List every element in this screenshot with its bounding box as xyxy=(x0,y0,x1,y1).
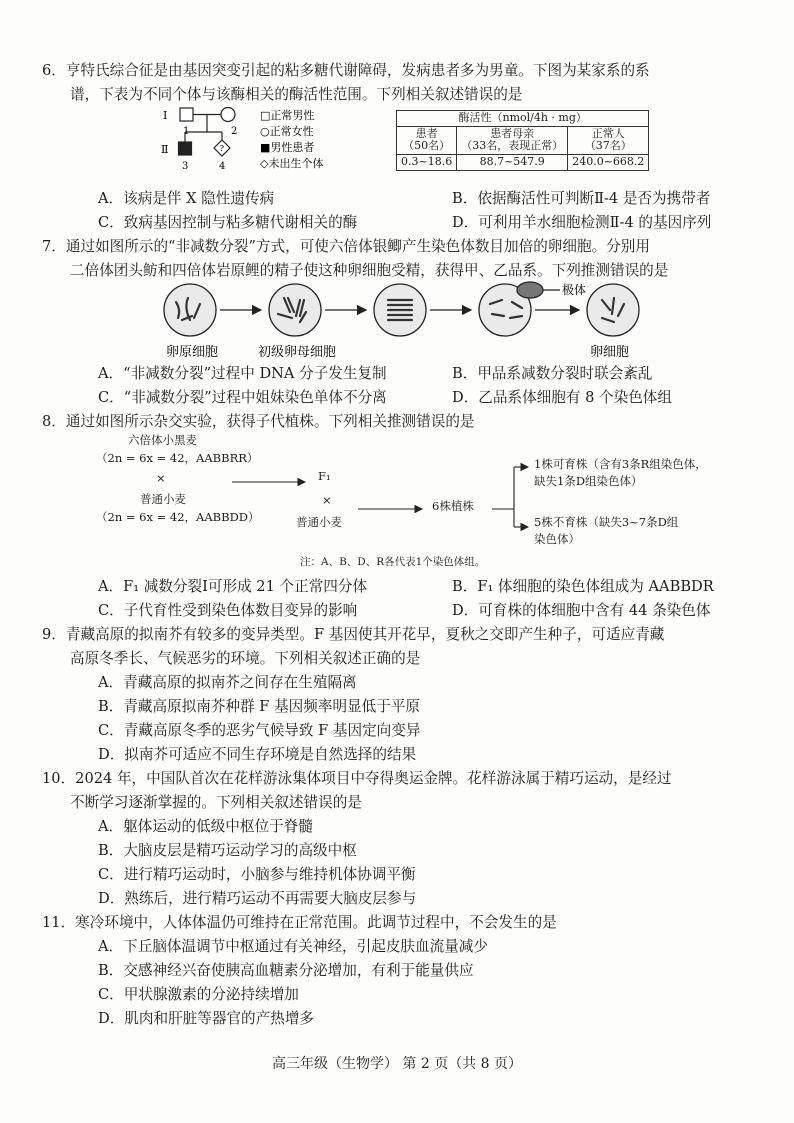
q10-option-d[interactable]: D．熟练后，进行精巧运动不再需要大脑皮层参与 xyxy=(98,890,417,907)
pedigree-num-4: 4 xyxy=(219,161,226,172)
page-footer: 高三年级（生物学） 第 2 页（共 8 页） xyxy=(271,1056,523,1072)
fertile-result-line2: 缺失1条D组染色体） xyxy=(534,474,643,488)
q8-option-a[interactable]: A．F₁ 减数分裂Ⅰ可形成 21 个正常四分体 xyxy=(98,578,368,595)
q10-stem-line2: 不断学习逐渐掌握的。下列相关叙述错误的是 xyxy=(70,794,362,811)
label-primary-oocyte: 初级卵母细胞 xyxy=(258,345,337,360)
table-cell-normal: 240.0~668.2 xyxy=(568,154,649,170)
q7-stem-line1: 7．通过如图所示的“非减数分裂”方式，可使六倍体银鲫产生染色体数目加倍的卵细胞。分别用 xyxy=(42,238,650,255)
q7-option-b[interactable]: B．甲品系减数分裂时联会紊乱 xyxy=(452,365,653,382)
q10-option-b[interactable]: B．大脑皮层是精巧运动学习的高级中枢 xyxy=(98,842,357,859)
q8-stem: 8．通过如图所示杂交实验，获得子代植株。下列相关推测错误的是 xyxy=(42,413,475,430)
pedigree-num-1: 1 xyxy=(183,126,190,137)
q11-option-b[interactable]: B．交感神经兴奋使胰高血糖素分泌增加，有利于能量供应 xyxy=(98,962,474,979)
backcross-parent: 普通小麦 xyxy=(296,515,342,529)
q8-option-c[interactable]: C．子代育性受到染色体数目变异的影响 xyxy=(98,602,358,619)
parent2-genome: （2n = 6x = 42，AABBDD） xyxy=(96,510,260,524)
legend-affected-male: ■男性患者 xyxy=(260,141,315,154)
q7-stem-line2: 二倍体团头鲂和四倍体岩原鲤的精子使这种卵细胞受精，获得甲、乙品系。下列推测错误的是 xyxy=(70,262,669,279)
parent1-genome: （2n = 6x = 42，AABBRR） xyxy=(96,451,259,465)
legend-unborn: ◇未出生个体 xyxy=(260,157,324,170)
q6-option-a[interactable]: A．该病是伴 X 隐性遗传病 xyxy=(98,190,275,207)
q6-option-d[interactable]: D．可利用羊水细胞检测Ⅱ-4 的基因序列 xyxy=(452,214,712,231)
table-title: 酶活性（nmol/4h · mg） xyxy=(397,111,649,127)
table-cell-mother: 88.7~547.9 xyxy=(457,154,568,170)
q6-stem-line1: 6．亨特氏综合征是由基因突变引起的粘多糖代谢障碍，发病患者多为男童。下图为某家系的系 xyxy=(42,62,650,79)
q8-option-d[interactable]: D．可育株的体细胞中含有 44 条染色体 xyxy=(452,602,711,619)
q10-option-c[interactable]: C．进行精巧运动时，小脑参与维持机体协调平衡 xyxy=(98,866,416,883)
table-cell-patient: 0.3~18.6 xyxy=(397,154,457,170)
q9-option-d[interactable]: D．拟南芥可适应不同生存环境是自然选择的结果 xyxy=(98,746,417,763)
q6-option-b[interactable]: B．依据酶活性可判断Ⅱ-4 是否为携带者 xyxy=(452,190,711,207)
q11-stem: 11．寒冷环境中，人体体温仍可维持在正常范围。此调节过程中，不会发生的是 xyxy=(42,914,557,931)
table-header-normal: 正常人 （37名） xyxy=(568,126,649,154)
cross-symbol-2: × xyxy=(322,493,332,507)
pedigree-num-2: 2 xyxy=(231,126,238,137)
legend-normal-male: □正常男性 xyxy=(260,109,315,122)
pedigree-num-3: 3 xyxy=(182,161,189,172)
q9-stem-line1: 9．青藏高原的拟南芥有较多的变异类型。F 基因使其开花早，夏秋之交即产生种子，可适应青藏 xyxy=(42,626,665,643)
six-plants: 6株植株 xyxy=(432,499,474,513)
label-egg-cell: 卵细胞 xyxy=(590,345,630,360)
label-oogonium: 卵原细胞 xyxy=(166,345,219,360)
q10-option-a[interactable]: A．躯体运动的低级中枢位于脊髓 xyxy=(98,818,313,835)
q9-option-a[interactable]: A．青藏高原的拟南芥之间存在生殖隔离 xyxy=(98,674,357,691)
cross-symbol-1: × xyxy=(156,471,166,485)
q9-stem-line2: 高原冬季长、气候恶劣的环境。下列相关叙述正确的是 xyxy=(70,650,421,667)
q6-stem-line2: 谱，下表为不同个体与该酶相关的酶活性范围。下列相关叙述错误的是 xyxy=(70,86,523,103)
sterile-result-line2: 染色体） xyxy=(534,532,580,546)
legend-normal-female: ○正常女性 xyxy=(260,125,314,138)
parent2-name: 普通小麦 xyxy=(140,492,186,506)
q9-option-b[interactable]: B．青藏高原拟南芥种群 F 基因频率明显低于平原 xyxy=(98,698,421,715)
q11-option-c[interactable]: C．甲状腺激素的分泌持续增加 xyxy=(98,986,299,1003)
q11-option-a[interactable]: A．下丘脑体温调节中枢通过有关神经，引起皮肤血流量减少 xyxy=(98,938,488,955)
sterile-result-line1: 5株不育株（缺失3~7条D组 xyxy=(534,515,679,529)
f1-label: F₁ xyxy=(318,469,331,483)
q8-note: 注：A、B、D、R各代表1个染色体组。 xyxy=(300,556,486,568)
q7-option-a[interactable]: A．“非减数分裂”过程中 DNA 分子发生复制 xyxy=(98,365,387,382)
table-header-patient: 患者 （50名） xyxy=(397,126,457,154)
q10-stem-line1: 10．2024 年，中国队首次在花样游泳集体项目中夺得奥运金牌。花样游泳属于精巧运动，是经过 xyxy=(42,770,672,787)
table-header-mother: 患者母亲 （33名，表现正常） xyxy=(457,126,568,154)
q7-option-c[interactable]: C．“非减数分裂”过程中姐妹染色单体不分离 xyxy=(98,389,387,406)
pedigree-gen-I: Ⅰ xyxy=(163,109,168,122)
q9-option-c[interactable]: C．青藏高原冬季的恶劣气候导致 F 基因定向变异 xyxy=(98,722,421,739)
polar-body-label: 极体 xyxy=(562,283,587,297)
q8-option-b[interactable]: B．F₁ 体细胞的染色体组成为 AABBDR xyxy=(452,578,714,595)
q6-option-c[interactable]: C．致病基因控制与粘多糖代谢相关的酶 xyxy=(98,214,358,231)
q7-option-d[interactable]: D．乙品系体细胞有 8 个染色体组 xyxy=(452,389,672,406)
q11-option-d[interactable]: D．肌肉和肝脏等器官的产热增多 xyxy=(98,1010,315,1027)
fertile-result-line1: 1株可育株（含有3条R组染色体， xyxy=(534,457,707,471)
pedigree-gen-II: Ⅱ xyxy=(161,143,169,156)
parent1-name: 六倍体小黑麦 xyxy=(128,433,197,447)
pedigree-unknown-mark: ? xyxy=(219,144,225,154)
